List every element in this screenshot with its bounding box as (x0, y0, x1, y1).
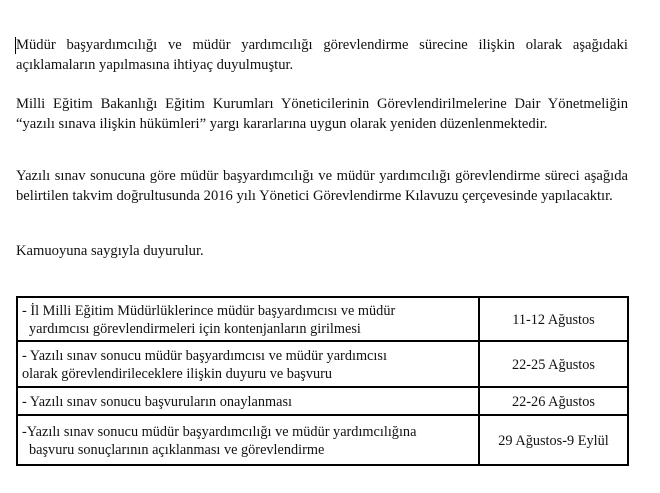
table-row (17, 415, 628, 465)
schedule-description (17, 341, 479, 387)
schedule-description (17, 387, 479, 415)
schedule-description (17, 297, 479, 341)
description-line: olarak görevlendirileceklere ilişkin duyuru ve başvuru (22, 366, 333, 382)
schedule-date: 22-25 Ağustos (479, 341, 628, 387)
description-line: yardımcısı görevlendirmeleri için kontenjanların girilmesi (29, 321, 361, 337)
table-row (17, 387, 628, 415)
table-row (17, 341, 628, 387)
schedule-paragraph: Yazılı sınav sonucuna göre müdür başyardımcılığı ve müdür yardımcılığı görevlendirme süreci aşağıda belirtilen takvim doğrultusunda 2016 yılı Yönetici Görevlendirme Kılavuzu çerçevesinde yapılacaktır. (16, 168, 628, 204)
intro-paragraph: Müdür başyardımcılığı ve müdür yardımcılığı görevlendirme sürecine ilişkin olarak aşağıdaki açıklamaların yapılmasına ihtiyaç duyulmuştur. (16, 37, 628, 73)
table-row (17, 297, 628, 341)
schedule-date: 22-26 Ağustos (479, 387, 628, 415)
closing-paragraph: Kamuoyuna saygıyla duyurulur. (16, 243, 204, 259)
schedule-table (16, 296, 629, 466)
regulation-paragraph: Milli Eğitim Bakanlığı Eğitim Kurumları Yöneticilerinin Görevlendirilmelerine Dair Yönetmeliğin “yazılı sınava ilişkin hükümleri” yargı kararlarına uygun olarak yeniden düzenlenmektedir. (16, 96, 628, 132)
schedule-description (17, 415, 479, 465)
description-line: başvuru sonuçlarının açıklanması ve görevlendirme (29, 442, 325, 458)
description-line: - Yazılı sınav sonucu başvuruların onaylanması (22, 394, 293, 410)
schedule-date: 29 Ağustos-9 Eylül (479, 415, 628, 465)
description-line: -Yazılı sınav sonucu müdür başyardımcılığı ve müdür yardımcılığına (22, 424, 417, 440)
description-line: - İl Milli Eğitim Müdürlüklerince müdür başyardımcısı ve müdür (22, 303, 396, 319)
description-line: - Yazılı sınav sonucu müdür başyardımcısı ve müdür yardımcısı (22, 348, 387, 364)
schedule-date: 11-12 Ağustos (479, 297, 628, 341)
